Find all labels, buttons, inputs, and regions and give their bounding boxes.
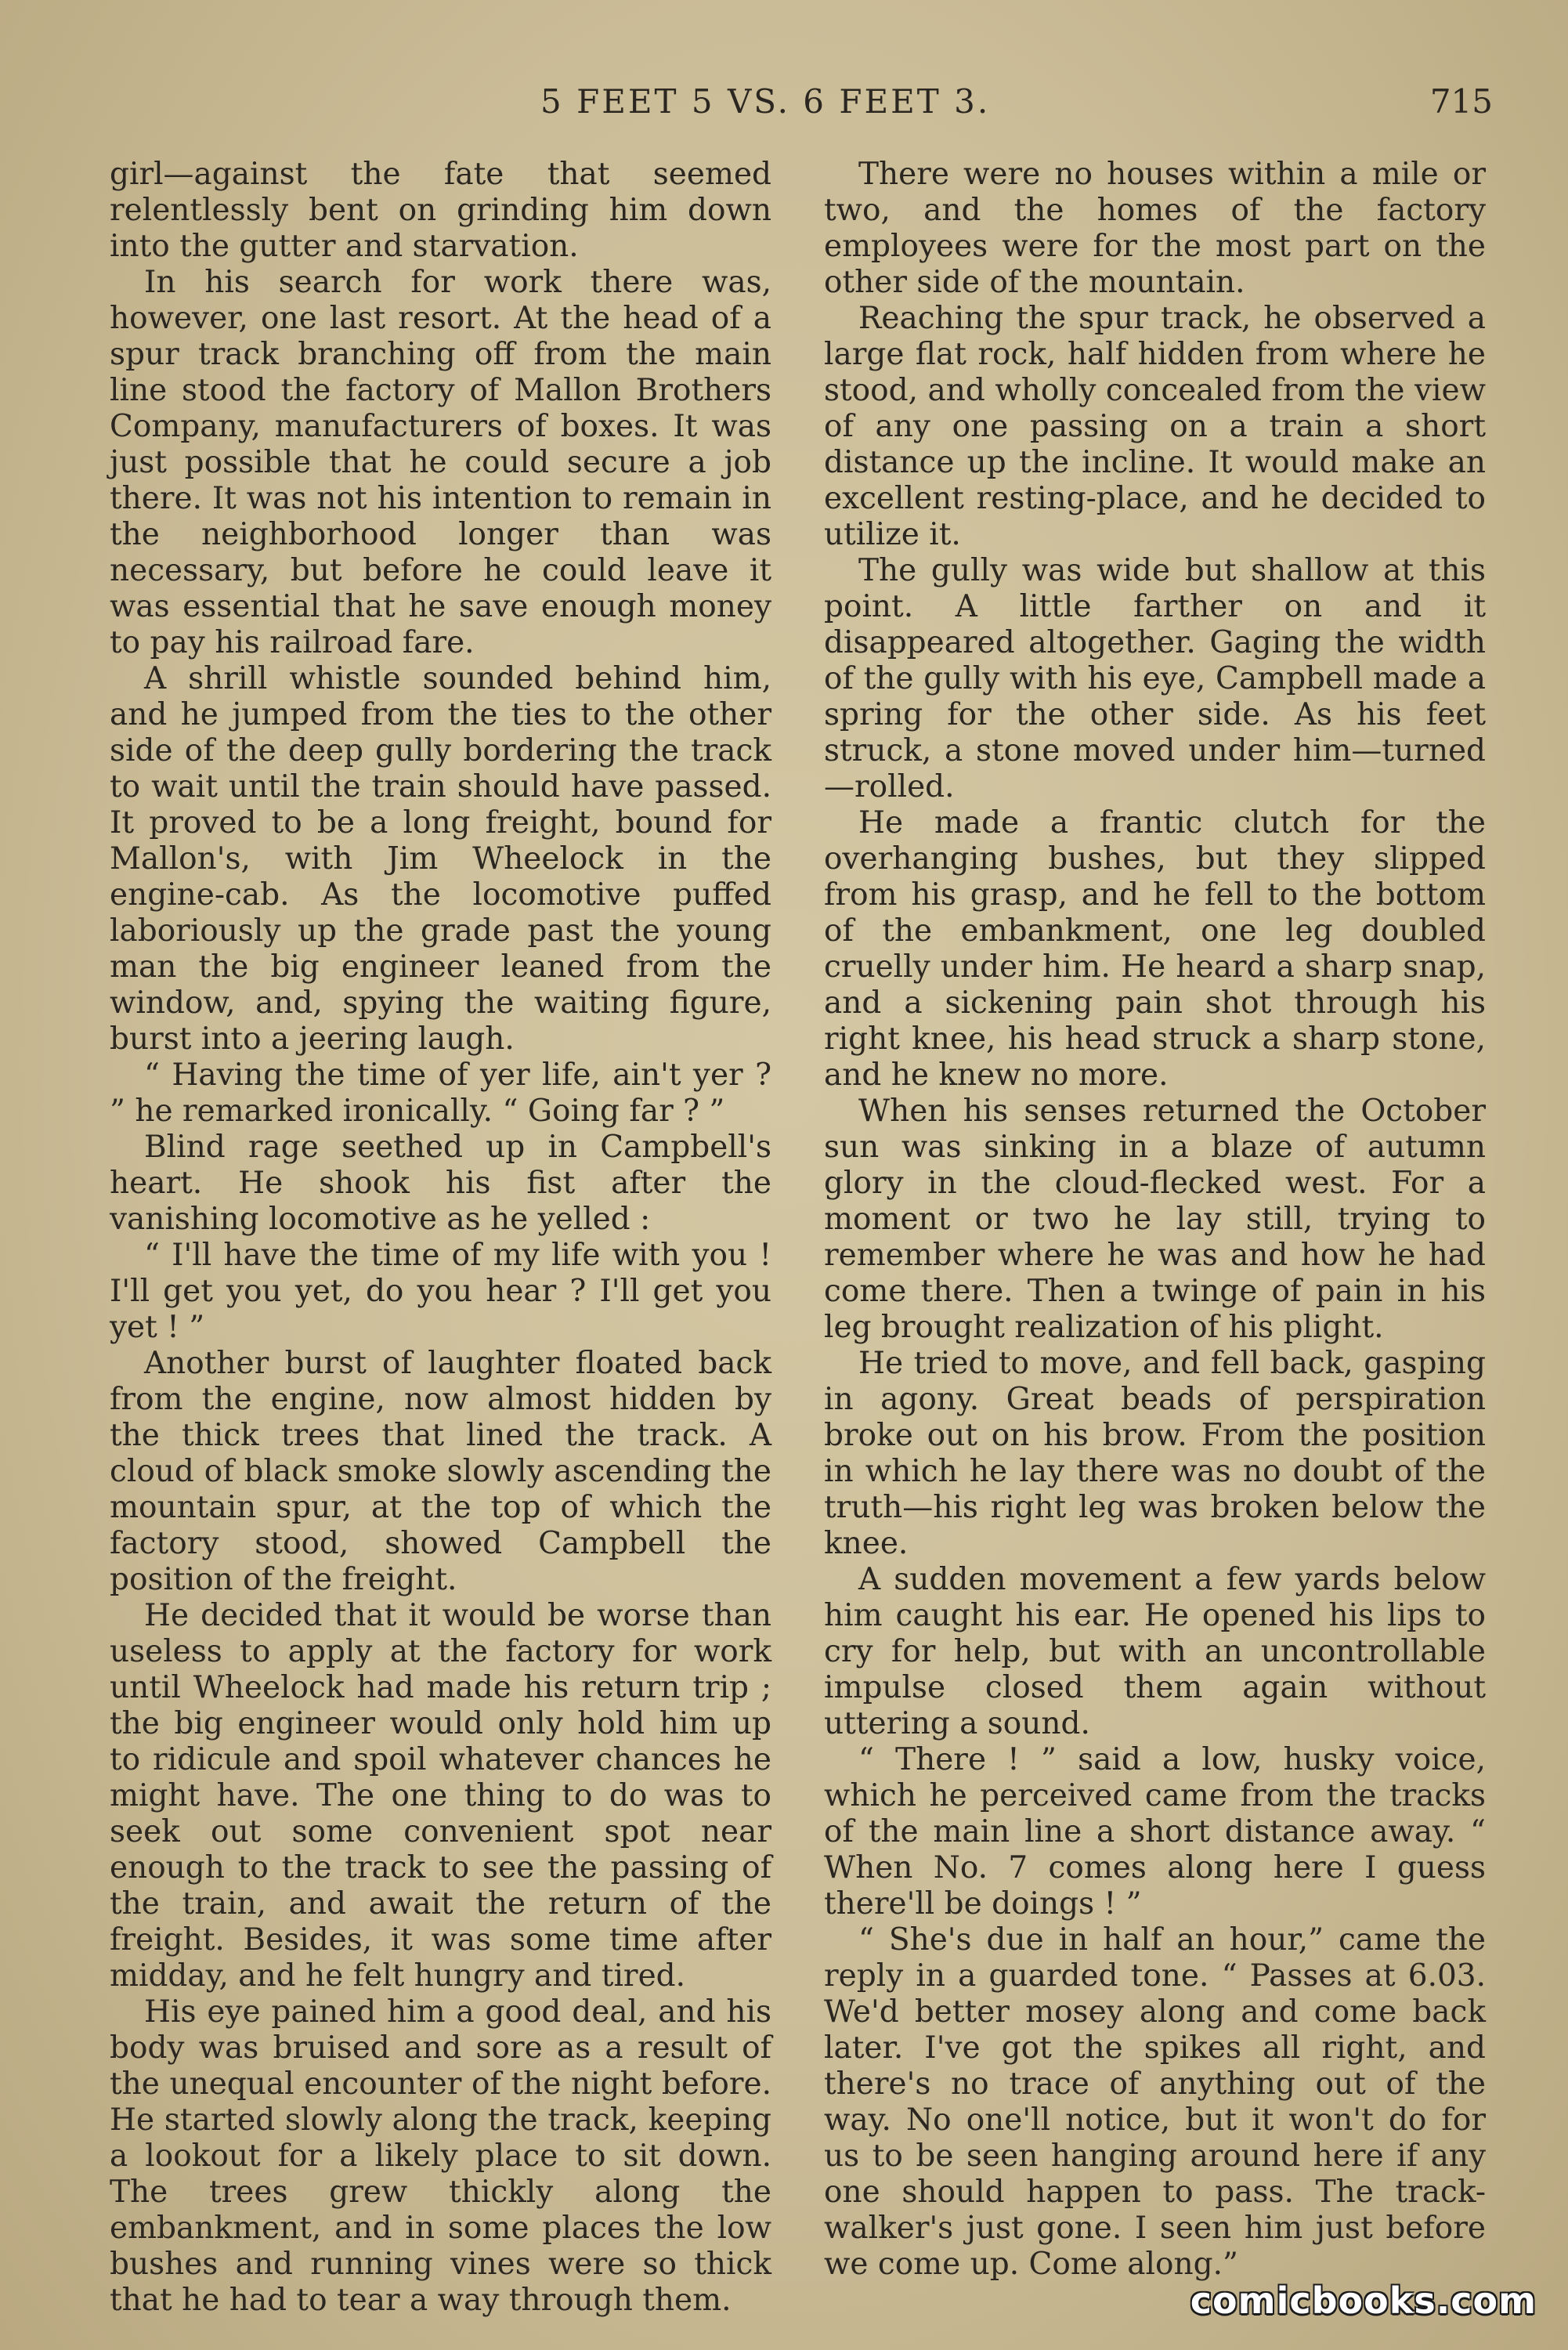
right-column [824, 157, 1486, 2282]
page-number: 715 [1429, 82, 1493, 121]
paragraph: Reaching the spur track, he observed a large flat rock, half hidden from where he stood, and wholly concealed from the view of any one passing on a train a short distance up the incline. It would make an excellent resting-place, and he decided to utilize it. [824, 301, 1486, 552]
paragraph: A shrill whistle sounded behind him, and he jumped from the ties to the other side of the deep gully bordering the track to wait until the train should have passed. It proved to be a long freight, bound for Mallon's, with Jim Wheelock in the engine-cab. As the locomotive puffed laboriously up the grade past the young man the big engineer leaned from the window, and, spying the waiting figure, burst into a jeering laugh. [110, 661, 771, 1057]
watermark-logo: comicbooks.com [1190, 2280, 1537, 2322]
paragraph: “ She's due in half an hour,” came the reply in a guarded tone. “ Passes at 6.03. We'd better mosey along and come back later. I've got the spikes all right, and there's no trace of anything out of the way. No one'll notice, but it won't do for us to be seen hanging around here if any one should happen to pass. The track-walker's just gone. I seen him just before we come up. Come along.” [824, 1922, 1486, 2282]
left-column [110, 157, 771, 2318]
paragraph: Blind rage seethed up in Campbell's heart. He shook his fist after the vanishing locomotive as he yelled : [110, 1130, 771, 1237]
paragraph: He made a frantic clutch for the overhanging bushes, but they slipped from his grasp, and he fell to the bottom of the embankment, one leg doubled cruelly under him. He heard a sharp snap, and a sickening pain shot through his right knee, his head struck a sharp stone, and he knew no more. [824, 805, 1486, 1093]
paragraph: “ I'll have the time of my life with you ! I'll get you yet, do you hear ? I'll get you yet ! ” [110, 1238, 771, 1345]
paragraph: girl—against the fate that seemed relentlessly bent on grinding him down into the gutter and starvation. [110, 157, 771, 264]
paragraph: “ There ! ” said a low, husky voice, which he perceived came from the tracks of the main line a short distance away. “ When No. 7 comes along here I guess there'll be doings ! ” [824, 1742, 1486, 1922]
page-header [0, 78, 1568, 125]
paragraph: When his senses returned the October sun was sinking in a blaze of autumn glory in the cloud-flecked west. For a moment or two he lay still, trying to remember where he was and how he had come there. Then a twinge of pain in his leg brought realization of his plight. [824, 1094, 1486, 1345]
running-title: 5 FEET 5 VS. 6 FEET 3. [540, 82, 991, 121]
paragraph: There were no houses within a mile or two, and the homes of the factory employees were for the most part on the other side of the mountain. [824, 157, 1486, 300]
paragraph: “ Having the time of yer life, ain't yer ? ” he remarked ironically. “ Going far ? ” [110, 1058, 771, 1129]
paragraph: The gully was wide but shallow at this point. A little farther on and it disappeared altogether. Gaging the width of the gully with his eye, Campbell made a spring for the other side. As his feet struck, a stone moved under him—turned—rolled. [824, 553, 1486, 804]
paragraph: A sudden movement a few yards below him caught his ear. He opened his lips to cry for help, but with an uncontrollable impulse closed them again without uttering a sound. [824, 1562, 1486, 1741]
paragraph: His eye pained him a good deal, and his body was bruised and sore as a result of the unequal encounter of the night before. He started slowly along the track, keeping a lookout for a likely place to sit down. The trees grew thickly along the embankment, and in some places the low bushes and running vines were so thick that he had to tear a way through them. [110, 1994, 771, 2318]
paragraph: Another burst of laughter floated back from the engine, now almost hidden by the thick trees that lined the track. A cloud of black smoke slowly ascending the mountain spur, at the top of which the factory stood, showed Campbell the position of the freight. [110, 1346, 771, 1597]
paragraph: He tried to move, and fell back, gasping in agony. Great beads of perspiration broke out on his brow. From the position in which he lay there was no doubt of the truth—his right leg was broken below the knee. [824, 1346, 1486, 1561]
paragraph: In his search for work there was, however, one last resort. At the head of a spur track branching off from the main line stood the factory of Mallon Brothers Company, manufacturers of boxes. It was just possible that he could secure a job there. It was not his intention to remain in the neighborhood longer than was necessary, but before he could leave it was essential that he save enough money to pay his railroad fare. [110, 265, 771, 660]
paragraph: He decided that it would be worse than useless to apply at the factory for work until Wheelock had made his return trip ; the big engineer would only hold him up to ridicule and spoil whatever chances he might have. The one thing to do was to seek out some convenient spot near enough to the track to see the passing of the train, and await the return of the freight. Besides, it was some time after midday, and he felt hungry and tired. [110, 1598, 771, 1994]
